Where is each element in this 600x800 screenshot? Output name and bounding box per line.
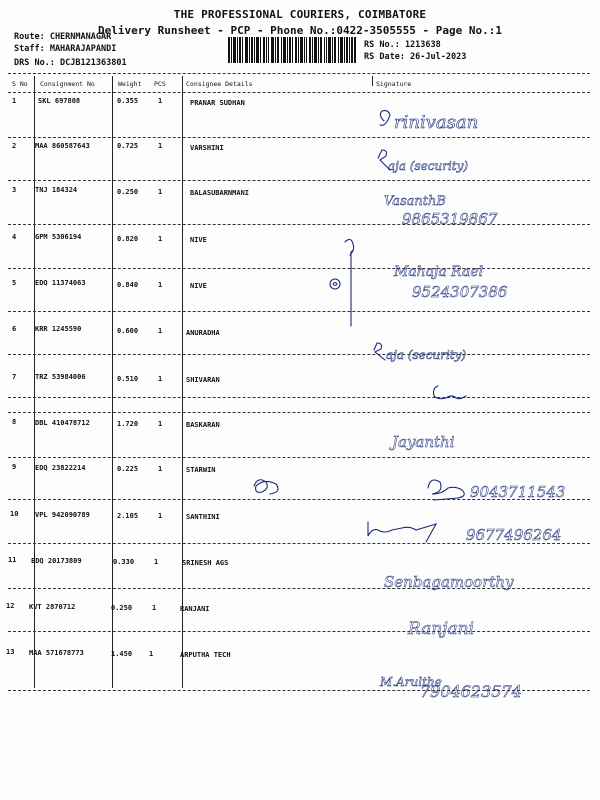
col-rule-1 <box>34 76 35 688</box>
signature-row-8 <box>389 433 455 451</box>
svg-text:9524307386: 9524307386 <box>412 283 508 301</box>
row-pcs: 1 <box>149 650 154 658</box>
row-sno: 12 <box>6 602 15 610</box>
row-pcs: 1 <box>158 97 163 105</box>
col-sno: S No <box>12 80 28 88</box>
row-weight: 0.250 <box>117 188 139 196</box>
row-rule <box>8 457 590 458</box>
row-consignment: EDQ 20173809 <box>31 557 82 565</box>
row-pcs: 1 <box>158 375 163 383</box>
barcode <box>228 37 356 63</box>
row-consignment: MAA 860587643 <box>35 142 90 150</box>
row-consignee: ARPUTHA TECH <box>180 651 231 659</box>
company-title: THE PROFESSIONAL COURIERS, COIMBATORE <box>173 8 427 21</box>
header-rule-bottom <box>8 92 590 93</box>
signature-row-12 <box>407 619 474 639</box>
signature-row-1 <box>380 111 478 134</box>
row-weight: 0.600 <box>117 327 139 335</box>
row-consignee: SRINESH AGS <box>182 559 229 567</box>
row-weight: 2.105 <box>117 512 139 520</box>
row-weight: 0.250 <box>111 604 133 612</box>
row-sno: 4 <box>12 233 17 241</box>
col-rule-3 <box>182 76 183 688</box>
row-sno: 2 <box>12 142 17 150</box>
row-consignee: SANTHINI <box>186 513 220 521</box>
row-rule <box>8 631 590 632</box>
staff-label: Staff: MAHARAJAPANDI <box>14 44 117 54</box>
col-signature: Signature <box>376 80 412 88</box>
row-weight: 0.355 <box>117 97 139 105</box>
row-rule <box>8 412 590 413</box>
row-pcs: 1 <box>158 142 163 150</box>
col-pcs: PCS <box>154 80 166 88</box>
row-weight: 1.450 <box>111 650 133 658</box>
row-sno: 3 <box>12 186 17 194</box>
row-consignment: EDQ 23822214 <box>35 464 86 472</box>
row-consignment: VPL 942090789 <box>35 511 90 519</box>
row-sno: 1 <box>12 97 17 105</box>
row-weight: 0.840 <box>117 281 139 289</box>
route-label: Route: CHERNMANAGAR <box>14 32 112 42</box>
row-consignee: NIVE <box>190 282 207 290</box>
col-rule-2 <box>112 76 113 688</box>
svg-text:rinivasan: rinivasan <box>394 112 479 133</box>
rs-date: RS Date: 26-Jul-2023 <box>364 52 467 62</box>
row-pcs: 1 <box>158 235 163 243</box>
row-consignee: STARWIN <box>186 466 216 474</box>
row-pcs: 1 <box>154 558 159 566</box>
col-consignment: Consignment No <box>40 80 95 88</box>
runsheet-subtitle: Delivery Runsheet - PCP - Phone No.:0422-3505555 - Page No.:1 <box>98 24 502 37</box>
row-weight: 1.720 <box>117 420 139 428</box>
row-consignee: SHIVARAN <box>186 376 220 384</box>
row-rule <box>8 311 590 312</box>
row-pcs: 1 <box>158 281 163 289</box>
row-consignee: ANURADHA <box>186 329 220 337</box>
row-consignment: DBL 410478712 <box>35 419 90 427</box>
row-rule <box>8 137 590 138</box>
row-rule <box>8 499 590 500</box>
row-rule <box>8 268 590 269</box>
signature-row-9 <box>254 480 565 501</box>
svg-text:Senbagamoorthy: Senbagamoorthy <box>384 573 514 591</box>
row-sno: 5 <box>12 279 17 287</box>
row-consignment: KRR 1245590 <box>35 325 82 333</box>
row-consignment: EDQ 11374063 <box>35 279 86 287</box>
svg-text:aja (security): aja (security) <box>388 159 469 173</box>
row-weight: 0.330 <box>113 558 135 566</box>
row-consignee: PRANAR SUDHAN <box>190 99 245 107</box>
row-sno: 11 <box>8 556 17 564</box>
row-sno: 7 <box>12 373 17 381</box>
row-consignee: BASKARAN <box>186 421 220 429</box>
row-pcs: 1 <box>158 188 163 196</box>
row-consignment: GPM 5306194 <box>35 233 82 241</box>
row-rule <box>8 397 590 398</box>
row-pcs: 1 <box>158 512 163 520</box>
svg-text:Ranjani: Ranjani <box>408 619 475 639</box>
svg-text:VasanthB: VasanthB <box>384 194 446 209</box>
row-weight: 0.725 <box>117 142 139 150</box>
row-rule <box>8 180 590 181</box>
svg-text:M.Arulthe: M.Arulthe <box>380 675 442 689</box>
svg-text:7904623574: 7904623574 <box>420 682 522 701</box>
row-consignment: KVT 2870712 <box>29 603 76 611</box>
row-consignee: BALASUBARNMANI <box>190 189 250 197</box>
signature-row-3 <box>384 194 498 228</box>
row-rule <box>8 588 590 589</box>
row-pcs: 1 <box>158 327 163 335</box>
signature-row-4 <box>330 239 508 326</box>
signature-row-13 <box>379 675 522 701</box>
col-weight: Weight <box>118 80 142 88</box>
row-sno: 8 <box>12 418 17 426</box>
row-weight: 0.820 <box>117 235 139 243</box>
row-rule <box>8 224 590 225</box>
svg-text:Mahaja Rael: Mahaja Rael <box>394 264 484 280</box>
signature-row-10 <box>368 522 561 544</box>
svg-text:9677496264: 9677496264 <box>466 526 562 544</box>
row-sno: 9 <box>12 463 17 471</box>
row-consignment: TRZ 53984006 <box>35 373 86 381</box>
col-rule-4 <box>372 76 373 86</box>
row-sno: 6 <box>12 325 17 333</box>
row-pcs: 1 <box>158 420 163 428</box>
row-consignee: RANJANI <box>180 605 210 613</box>
col-consignee: Consignee Details <box>186 80 253 88</box>
signature-row-2 <box>378 150 468 173</box>
svg-text:9043711543: 9043711543 <box>470 483 566 501</box>
header-rule-top <box>8 73 590 74</box>
row-consignee: VARSHINI <box>190 144 224 152</box>
row-rule <box>8 690 590 691</box>
svg-text:aja (security): aja (security) <box>386 348 467 362</box>
rs-number: RS No.: 1213638 <box>364 40 441 50</box>
row-consignment: SKL 697808 <box>38 97 81 105</box>
row-sno: 13 <box>6 648 15 656</box>
signature-row-6 <box>374 343 466 362</box>
row-pcs: 1 <box>158 465 163 473</box>
svg-text:9865319867: 9865319867 <box>402 210 498 228</box>
row-pcs: 1 <box>152 604 157 612</box>
row-rule <box>8 543 590 544</box>
drs-number: DRS No.: DCJB121363801 <box>14 58 127 68</box>
row-consignment: TNJ 184324 <box>35 186 78 194</box>
svg-text:Jayanthi: Jayanthi <box>392 433 455 451</box>
row-sno: 10 <box>10 510 19 518</box>
row-weight: 0.225 <box>117 465 139 473</box>
row-rule <box>8 354 590 355</box>
row-consignee: NIVE <box>190 236 207 244</box>
row-weight: 0.510 <box>117 375 139 383</box>
row-consignment: MAA 571678773 <box>29 649 84 657</box>
